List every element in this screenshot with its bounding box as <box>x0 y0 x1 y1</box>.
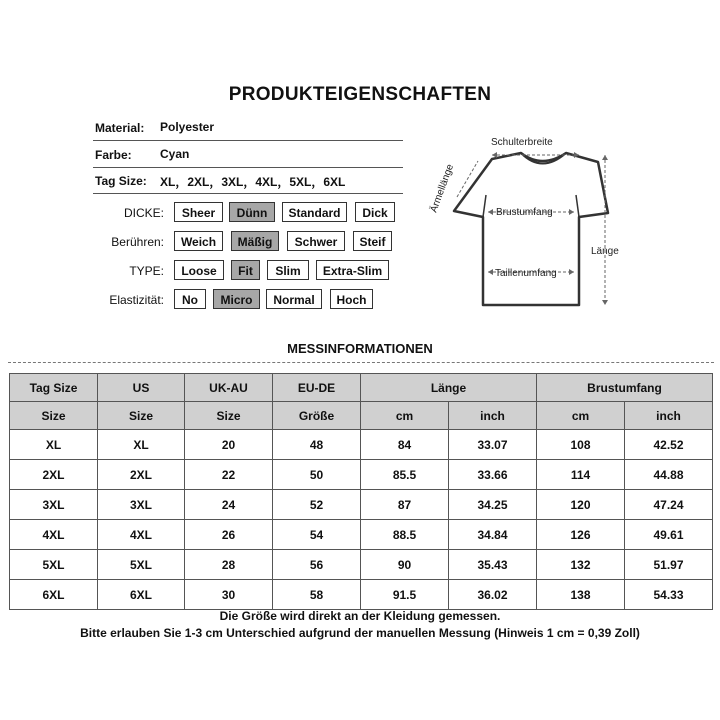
material-label: Material: <box>95 121 145 135</box>
table-cell: 120 <box>537 490 625 520</box>
type-label: TYPE: <box>129 264 164 278</box>
elasticity-label: Elastizität: <box>109 293 164 307</box>
table-cell: 3XL <box>10 490 98 520</box>
table-row <box>10 460 713 490</box>
section-title: MESSINFORMATIONEN <box>287 341 433 356</box>
option-weich: Weich <box>174 231 223 251</box>
dashed-divider <box>8 362 714 363</box>
note-tolerance: Bitte erlauben Sie 1-3 cm Unterschied aufgrund der manuellen Messung (Hinweis 1 cm = 0,39 Zoll) <box>80 626 640 640</box>
table-cell: 28 <box>185 550 273 580</box>
table-cell: 50 <box>273 460 361 490</box>
header-cell: Brustumfang <box>537 374 713 402</box>
tag-size-label: Tag Size: <box>95 174 147 188</box>
touch-label: Berühren: <box>111 235 164 249</box>
table-cell: 87 <box>361 490 449 520</box>
option-duenn-selected: Dünn <box>229 202 275 222</box>
table-cell: 6XL <box>98 580 185 610</box>
table-cell: 33.07 <box>449 430 537 460</box>
material-value: Polyester <box>160 120 215 134</box>
table-cell: 48 <box>273 430 361 460</box>
option-no: No <box>174 289 206 309</box>
table-cell: 5XL <box>10 550 98 580</box>
tshirt-outline <box>454 153 608 305</box>
table-cell: 126 <box>537 520 625 550</box>
tag-size-value: XL，2XL，3XL，4XL，5XL，6XL <box>160 175 346 189</box>
option-sheer: Sheer <box>174 202 223 222</box>
option-normal: Normal <box>266 289 322 309</box>
table-row <box>10 520 713 550</box>
option-dick: Dick <box>355 202 395 222</box>
table-row <box>10 430 713 460</box>
table-cell: 108 <box>537 430 625 460</box>
table-cell: 33.66 <box>449 460 537 490</box>
tshirt-diagram <box>420 125 630 315</box>
table-cell: 132 <box>537 550 625 580</box>
header-cell: cm <box>361 402 449 430</box>
table-cell: 20 <box>185 430 273 460</box>
table-cell: 34.84 <box>449 520 537 550</box>
table-cell: 2XL <box>10 460 98 490</box>
table-cell: 30 <box>185 580 273 610</box>
table-cell: 84 <box>361 430 449 460</box>
table-cell: 5XL <box>98 550 185 580</box>
header-cell: inch <box>449 402 537 430</box>
table-cell: XL <box>98 430 185 460</box>
option-loose: Loose <box>174 260 224 280</box>
option-standard: Standard <box>282 202 347 222</box>
header-cell: EU-DE <box>273 374 361 402</box>
table-subheader-row <box>10 402 713 430</box>
option-extra-slim: Extra-Slim <box>316 260 389 280</box>
table-header-row <box>10 374 713 402</box>
table-cell: 34.25 <box>449 490 537 520</box>
header-cell: Tag Size <box>10 374 98 402</box>
option-steif: Steif <box>353 231 392 251</box>
table-cell: 138 <box>537 580 625 610</box>
table-cell: 52 <box>273 490 361 520</box>
table-cell: 56 <box>273 550 361 580</box>
header-cell: UK-AU <box>185 374 273 402</box>
divider <box>93 140 403 141</box>
header-cell: inch <box>625 402 713 430</box>
option-maessig-selected: Mäßig <box>231 231 279 251</box>
option-slim: Slim <box>267 260 309 280</box>
table-cell: 36.02 <box>449 580 537 610</box>
header-cell: Size <box>98 402 185 430</box>
table-row <box>10 580 713 610</box>
divider <box>93 167 403 168</box>
option-micro-selected: Micro <box>213 289 260 309</box>
table-cell: 47.24 <box>625 490 713 520</box>
header-cell: cm <box>537 402 625 430</box>
table-cell: 114 <box>537 460 625 490</box>
header-cell: Size <box>185 402 273 430</box>
page-title: PRODUKTEIGENSCHAFTEN <box>228 84 492 105</box>
table-cell: XL <box>10 430 98 460</box>
table-cell: 35.43 <box>449 550 537 580</box>
table-cell: 42.52 <box>625 430 713 460</box>
table-cell: 4XL <box>98 520 185 550</box>
header-cell: Size <box>10 402 98 430</box>
table-cell: 4XL <box>10 520 98 550</box>
table-cell: 85.5 <box>361 460 449 490</box>
table-cell: 90 <box>361 550 449 580</box>
table-cell: 24 <box>185 490 273 520</box>
size-table <box>9 373 713 610</box>
table-cell: 54 <box>273 520 361 550</box>
table-cell: 44.88 <box>625 460 713 490</box>
table-cell: 2XL <box>98 460 185 490</box>
table-row <box>10 490 713 520</box>
table-cell: 6XL <box>10 580 98 610</box>
chest-label: Brustumfang <box>496 207 553 218</box>
header-cell: US <box>98 374 185 402</box>
table-row <box>10 550 713 580</box>
table-cell: 49.61 <box>625 520 713 550</box>
waist-label: Taillenumfang <box>495 268 557 279</box>
table-cell: 54.33 <box>625 580 713 610</box>
table-cell: 26 <box>185 520 273 550</box>
thickness-label: DICKE: <box>123 206 164 220</box>
header-cell: Länge <box>361 374 537 402</box>
table-cell: 22 <box>185 460 273 490</box>
header-cell: Größe <box>273 402 361 430</box>
table-cell: 91.5 <box>361 580 449 610</box>
shoulder-label: Schulterbreite <box>491 137 553 148</box>
option-fit-selected: Fit <box>231 260 260 280</box>
table-cell: 88.5 <box>361 520 449 550</box>
option-hoch: Hoch <box>330 289 373 309</box>
table-cell: 51.97 <box>625 550 713 580</box>
divider <box>93 193 403 194</box>
length-label: Länge <box>591 246 619 257</box>
sleeve-label: Ärmellänge <box>428 162 457 215</box>
note-measurement: Die Größe wird direkt an der Kleidung gemessen. <box>219 609 501 623</box>
color-value: Cyan <box>160 147 190 161</box>
table-cell: 3XL <box>98 490 185 520</box>
table-cell: 58 <box>273 580 361 610</box>
option-schwer: Schwer <box>287 231 345 251</box>
color-label: Farbe: <box>95 148 132 162</box>
